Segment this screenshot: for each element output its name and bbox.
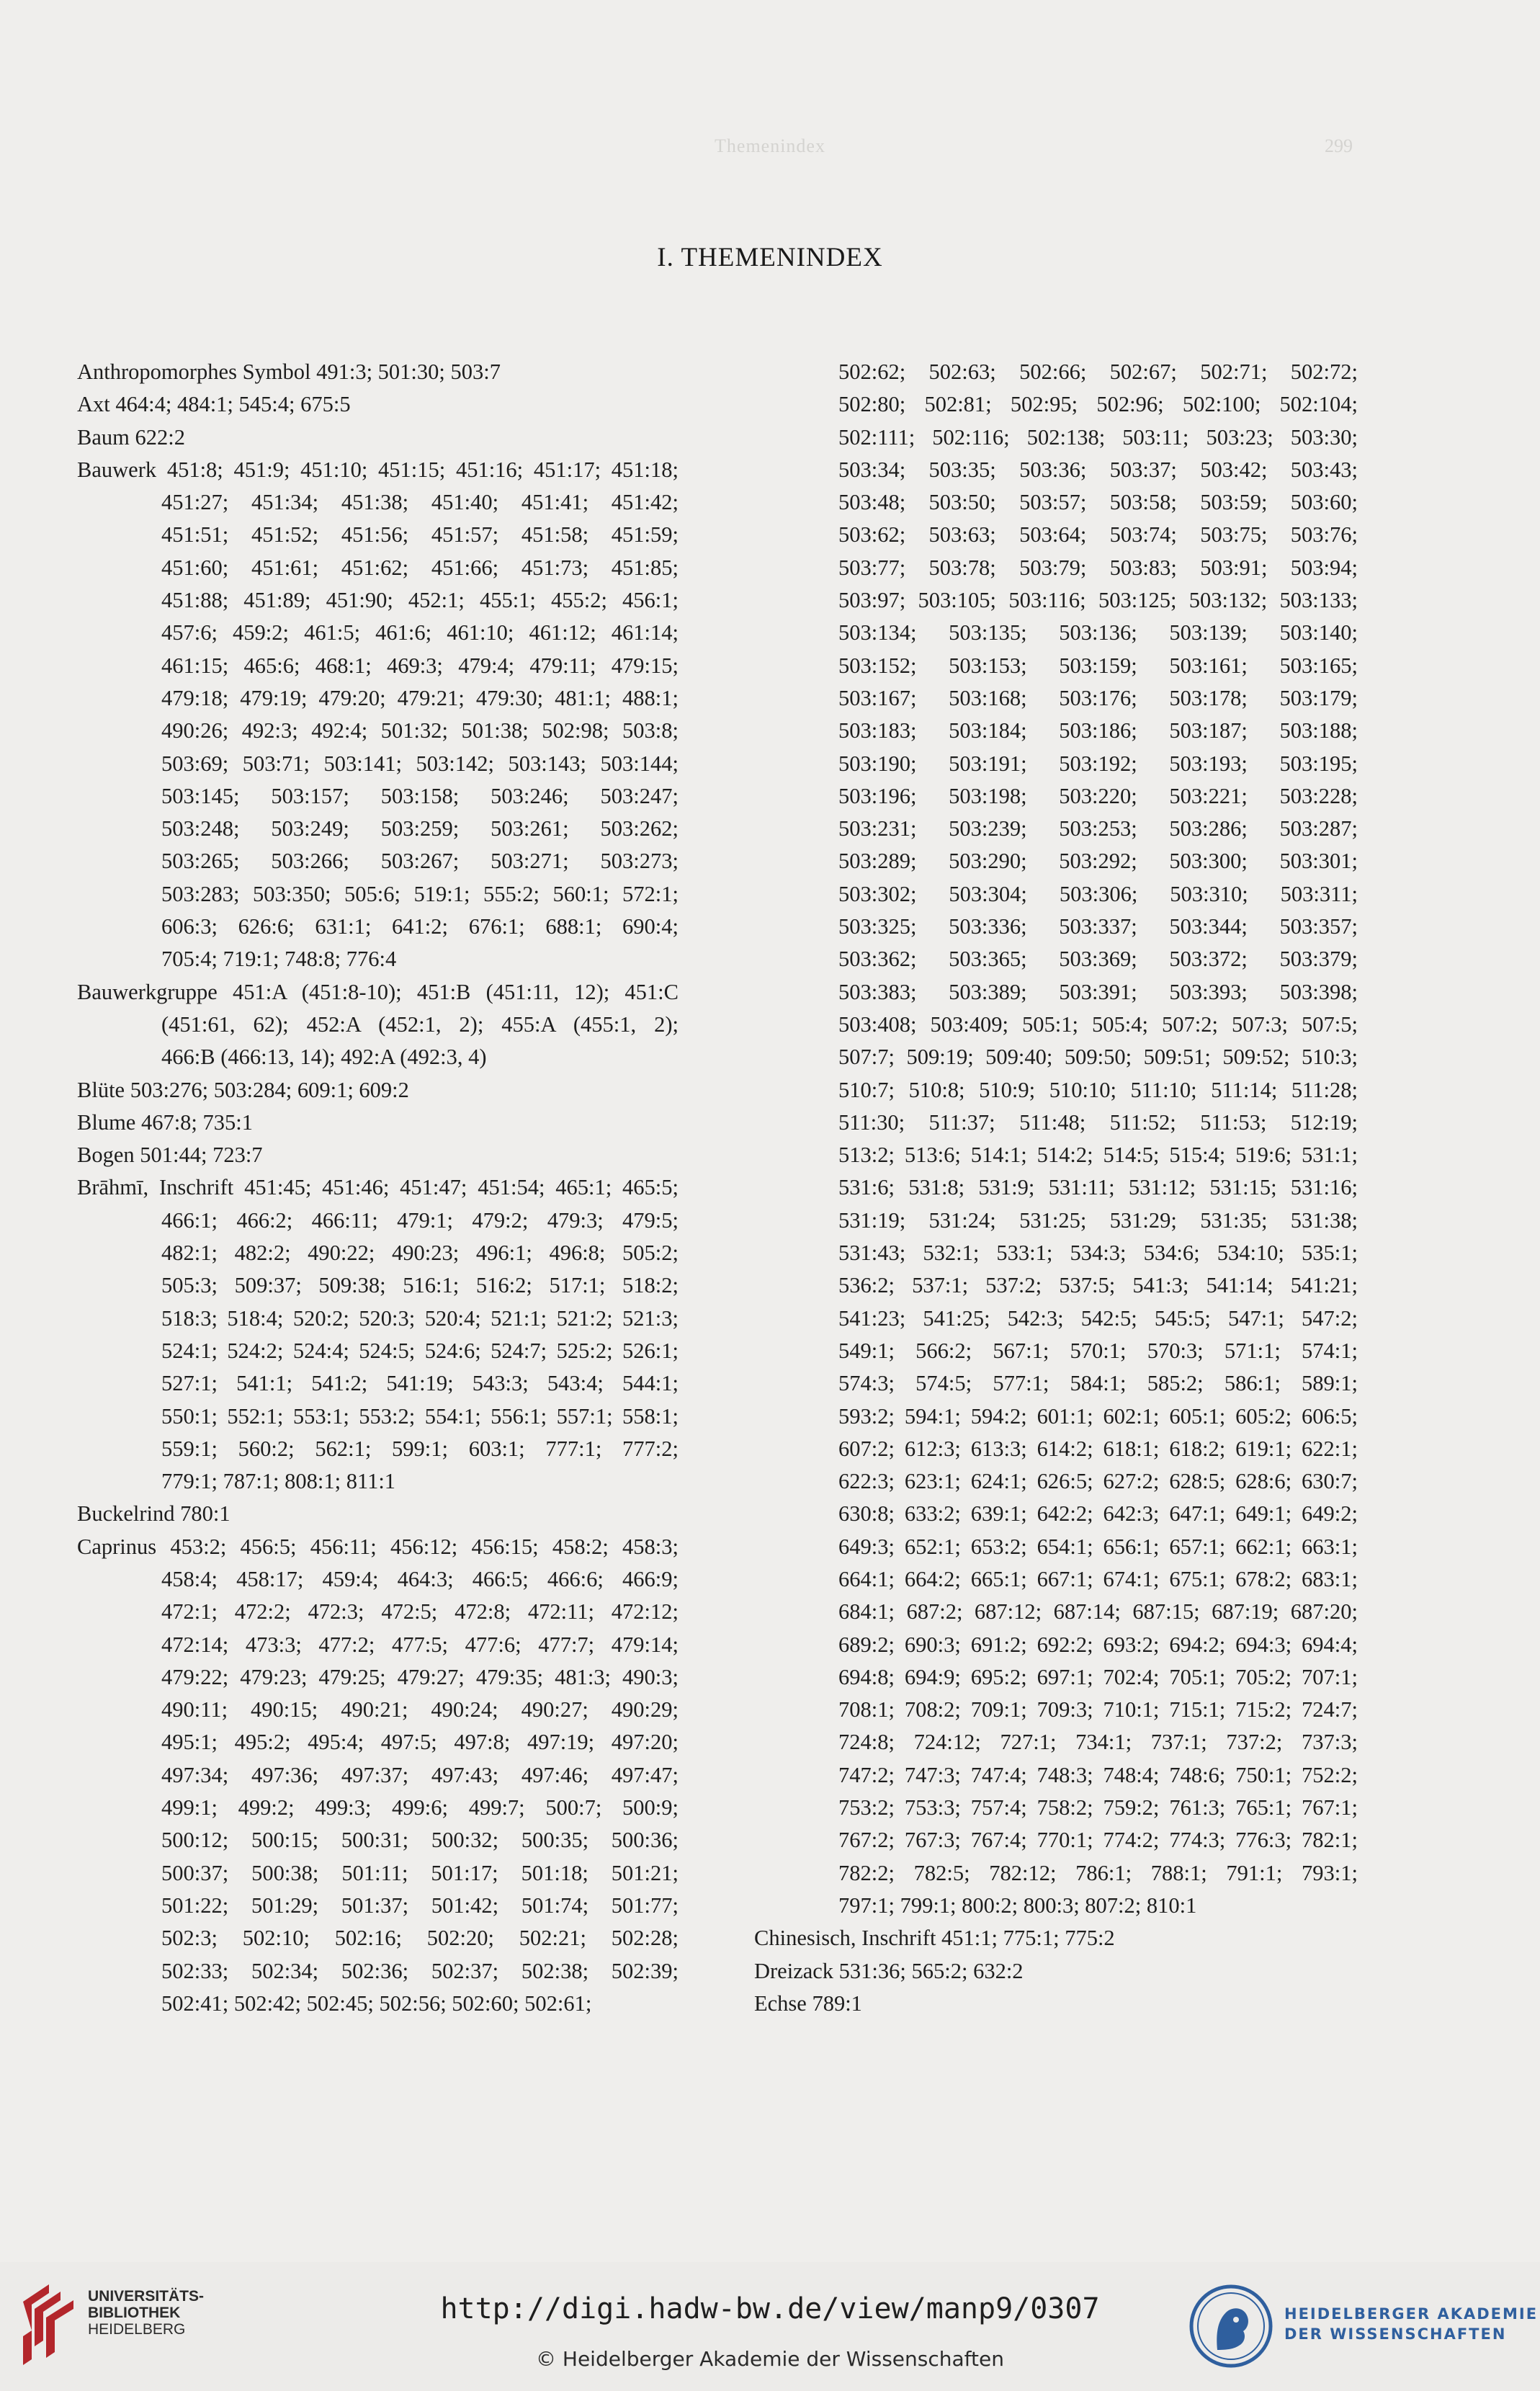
index-entry: Dreizack 531:36; 565:2; 632:2 <box>754 1958 1024 1983</box>
index-entry-continuation: 649:3; 652:1; 653:2; 654:1; 656:1; 657:1; 662:1; 663:1; <box>838 1534 1358 1559</box>
index-entry-continuation: 503:167; 503:168; 503:176; 503:178; 503:179; <box>838 685 1358 710</box>
index-entry-continuation: 503:62; 503:63; 503:64; 503:74; 503:75; 503:76; <box>838 522 1358 548</box>
index-entry-continuation: 503:231; 503:239; 503:253; 503:286; 503:287; <box>838 816 1358 841</box>
index-entry-continuation: 527:1; 541:1; 541:2; 541:19; 543:3; 543:4; 544:1; <box>161 1371 679 1396</box>
index-entry: Echse 789:1 <box>754 1990 862 2016</box>
academy-name <box>1284 2304 1538 2344</box>
index-entry-continuation: 461:15; 465:6; 468:1; 469:3; 479:4; 479:11; 479:15; <box>161 653 679 678</box>
index-entry-continuation: 797:1; 799:1; 800:2; 800:3; 807:2; 810:1 <box>838 1892 1197 1918</box>
index-entry-continuation: 550:1; 552:1; 553:1; 553:2; 554:1; 556:1; 557:1; 558:1; <box>161 1403 679 1429</box>
index-entry-continuation: 451:88; 451:89; 451:90; 452:1; 455:1; 455:2; 456:1; <box>161 588 679 613</box>
index-entry: Bogen 501:44; 723:7 <box>77 1143 263 1168</box>
index-entry-continuation: 458:4; 458:17; 459:4; 464:3; 466:5; 466:6; 466:9; <box>161 1566 679 1591</box>
index-entry-continuation: 472:14; 473:3; 477:2; 477:5; 477:6; 477:7; 479:14; <box>161 1632 679 1657</box>
index-entry-continuation: 503:248; 503:249; 503:259; 503:261; 503:262; <box>161 816 679 841</box>
index-entry-continuation: 782:2; 782:5; 782:12; 786:1; 788:1; 791:1; 793:1; <box>838 1860 1358 1885</box>
index-entry-continuation: 503:69; 503:71; 503:141; 503:142; 503:143; 503:144; <box>161 751 679 776</box>
index-entry-continuation: 503:190; 503:191; 503:192; 503:193; 503:195; <box>838 751 1358 776</box>
index-entry: Blume 467:8; 735:1 <box>77 1109 253 1135</box>
index-entry-continuation: 531:43; 532:1; 533:1; 534:3; 534:6; 534:10; 535:1; <box>838 1241 1358 1266</box>
index-entry-continuation: 511:30; 511:37; 511:48; 511:52; 511:53; 512:19; <box>838 1109 1358 1135</box>
index-entry-continuation: 518:3; 518:4; 520:2; 520:3; 520:4; 521:1; 521:2; 521:3; <box>161 1305 679 1331</box>
library-name-line-3: HEIDELBERG <box>88 2321 186 2338</box>
index-column-left <box>77 356 679 2020</box>
index-entry-continuation: 541:23; 541:25; 542:3; 542:5; 545:5; 547:1; 547:2; <box>838 1305 1358 1331</box>
index-entry-continuation: 549:1; 566:2; 567:1; 570:1; 570:3; 571:1; 574:1; <box>838 1338 1358 1363</box>
index-entry-continuation: 503:77; 503:78; 503:79; 503:83; 503:91; 503:94; <box>838 555 1358 580</box>
index-entry-continuation: 607:2; 612:3; 613:3; 614:2; 618:1; 618:2; 619:1; 622:1; <box>838 1436 1358 1461</box>
page-number: 299 <box>1325 135 1353 156</box>
index-entry-continuation: 747:2; 747:3; 747:4; 748:3; 748:4; 748:6; 750:1; 752:2; <box>838 1762 1358 1787</box>
index-entry: Anthropomorphes Symbol 491:3; 501:30; 503:7 <box>77 359 501 384</box>
index-entry: Brāhmī, Inschrift 451:45; 451:46; 451:47; 451:54; 465:1; 465:5; <box>77 1175 679 1200</box>
index-entry-continuation: 503:283; 503:350; 505:6; 519:1; 555:2; 560:1; 572:1; <box>161 881 679 906</box>
academy-name-line-2: DER WISSENSCHAFTEN <box>1284 2325 1507 2343</box>
index-entry-continuation: 531:19; 531:24; 531:25; 531:29; 531:35; 531:38; <box>838 1207 1358 1233</box>
index-entry-continuation: 502:41; 502:42; 502:45; 502:56; 502:60; 502:61; <box>161 1990 592 2016</box>
index-entry-continuation: 503:383; 503:389; 503:391; 503:393; 503:398; <box>838 979 1358 1004</box>
index-entry-continuation: 466:B (466:13, 14); 492:A (492:3, 4) <box>161 1045 487 1070</box>
index-entry: Blüte 503:276; 503:284; 609:1; 609:2 <box>77 1077 409 1102</box>
index-entry: Baum 622:2 <box>77 424 185 450</box>
index-entry-continuation: 753:2; 753:3; 757:4; 758:2; 759:2; 761:3; 765:1; 767:1; <box>838 1795 1358 1820</box>
index-entry-continuation: 503:48; 503:50; 503:57; 503:58; 503:59; 503:60; <box>838 490 1358 515</box>
index-entry-continuation: 503:34; 503:35; 503:36; 503:37; 503:42; 503:43; <box>838 457 1358 482</box>
index-entry-continuation: 536:2; 537:1; 537:2; 537:5; 541:3; 541:14; 541:21; <box>838 1273 1358 1298</box>
index-entry-continuation: 531:6; 531:8; 531:9; 531:11; 531:12; 531:15; 531:16; <box>838 1175 1358 1200</box>
library-name-line-1: UNIVERSITÄTS- <box>88 2288 205 2305</box>
footer-bar <box>0 2262 1540 2391</box>
index-entry-continuation: 472:1; 472:2; 472:3; 472:5; 472:8; 472:11; 472:12; <box>161 1599 679 1624</box>
index-entry-continuation: 500:37; 500:38; 501:11; 501:17; 501:18; 501:21; <box>161 1860 679 1885</box>
index-entry-continuation: 559:1; 560:2; 562:1; 599:1; 603:1; 777:1; 777:2; <box>161 1436 679 1461</box>
index-entry: Axt 464:4; 484:1; 545:4; 675:5 <box>77 392 351 417</box>
index-entry-continuation: 479:18; 479:19; 479:20; 479:21; 479:30; 481:1; 488:1; <box>161 685 679 710</box>
index-entry-continuation: 499:1; 499:2; 499:3; 499:6; 499:7; 500:7; 500:9; <box>161 1795 679 1820</box>
index-entry-continuation: 724:8; 724:12; 727:1; 734:1; 737:1; 737:2; 737:3; <box>838 1730 1358 1755</box>
index-entry-continuation: 505:3; 509:37; 509:38; 516:1; 516:2; 517:1; 518:2; <box>161 1273 679 1298</box>
index-entry-continuation: 593:2; 594:1; 594:2; 601:1; 602:1; 605:1; 605:2; 606:5; <box>838 1403 1358 1429</box>
index-entry-continuation: 694:8; 694:9; 695:2; 697:1; 702:4; 705:1; 705:2; 707:1; <box>838 1664 1358 1689</box>
index-entry-continuation: 705:4; 719:1; 748:8; 776:4 <box>161 947 397 972</box>
index-entry: Bauwerkgruppe 451:A (451:8-10); 451:B (451:11, 12); 451:C <box>77 979 679 1004</box>
index-entry-continuation: 466:1; 466:2; 466:11; 479:1; 479:2; 479:3; 479:5; <box>161 1207 679 1233</box>
index-entry-continuation: 779:1; 787:1; 808:1; 811:1 <box>161 1469 396 1494</box>
index-entry-continuation: 503:152; 503:153; 503:159; 503:161; 503:165; <box>838 653 1358 678</box>
index-entry-continuation: 503:325; 503:336; 503:337; 503:344; 503:357; <box>838 914 1358 939</box>
index-entry-continuation: 510:7; 510:8; 510:9; 510:10; 511:10; 511:14; 511:28; <box>838 1077 1358 1102</box>
index-entry-continuation: 482:1; 482:2; 490:22; 490:23; 496:1; 496:8; 505:2; <box>161 1241 679 1266</box>
index-entry-continuation: 490:26; 492:3; 492:4; 501:32; 501:38; 502:98; 503:8; <box>161 718 679 743</box>
page-title: I. THEMENINDEX <box>657 243 883 272</box>
index-entry-continuation: 495:1; 495:2; 495:4; 497:5; 497:8; 497:19; 497:20; <box>161 1730 679 1755</box>
index-column-right <box>754 356 1358 2020</box>
index-entry-continuation: 503:408; 503:409; 505:1; 505:4; 507:2; 507:3; 507:5; <box>838 1011 1358 1037</box>
index-entry-continuation: 502:80; 502:81; 502:95; 502:96; 502:100; 502:104; <box>838 392 1358 417</box>
index-entry-continuation: 630:8; 633:2; 639:1; 642:2; 642:3; 647:1; 649:1; 649:2; <box>838 1501 1358 1527</box>
index-entry: Caprinus 453:2; 456:5; 456:11; 456:12; 456:15; 458:2; 458:3; <box>77 1534 679 1559</box>
index-entry: Bauwerk 451:8; 451:9; 451:10; 451:15; 451:16; 451:17; 451:18; <box>77 457 679 482</box>
index-entry-continuation: 513:2; 513:6; 514:1; 514:2; 514:5; 515:4; 519:6; 531:1; <box>838 1143 1358 1168</box>
index-entry-continuation: 490:11; 490:15; 490:21; 490:24; 490:27; 490:29; <box>161 1697 679 1722</box>
index-entry-continuation: 502:111; 502:116; 502:138; 503:11; 503:23; 503:30; <box>838 424 1358 450</box>
index-entry-continuation: 507:7; 509:19; 509:40; 509:50; 509:51; 509:52; 510:3; <box>838 1045 1358 1070</box>
index-entry-continuation: 622:3; 623:1; 624:1; 626:5; 627:2; 628:5; 628:6; 630:7; <box>838 1469 1358 1494</box>
index-entry-continuation: 684:1; 687:2; 687:12; 687:14; 687:15; 687:19; 687:20; <box>838 1599 1358 1624</box>
index-entry-continuation: 524:1; 524:2; 524:4; 524:5; 524:6; 524:7; 525:2; 526:1; <box>161 1338 679 1363</box>
permalink-url[interactable]: http://digi.hadw-bw.de/view/manp9/0307 <box>440 2292 1100 2325</box>
index-entry: Chinesisch, Inschrift 451:1; 775:1; 775:2 <box>754 1926 1115 1951</box>
index-entry-continuation: 767:2; 767:3; 767:4; 770:1; 774:2; 774:3; 776:3; 782:1; <box>838 1828 1358 1853</box>
library-name-line-2: BIBLIOTHEK <box>88 2305 181 2321</box>
index-entry-continuation: 664:1; 664:2; 665:1; 667:1; 674:1; 675:1; 678:2; 683:1; <box>838 1566 1358 1591</box>
index-entry-continuation: 689:2; 690:3; 691:2; 692:2; 693:2; 694:2; 694:3; 694:4; <box>838 1632 1358 1657</box>
index-entry-continuation: 451:51; 451:52; 451:56; 451:57; 451:58; 451:59; <box>161 522 679 548</box>
index-entry-continuation: 503:97; 503:105; 503:116; 503:125; 503:132; 503:133; <box>838 588 1358 613</box>
index-entry-continuation: 497:34; 497:36; 497:37; 497:43; 497:46; 497:47; <box>161 1762 679 1787</box>
index-entry-continuation: 451:27; 451:34; 451:38; 451:40; 451:41; 451:42; <box>161 490 679 515</box>
index-entry-continuation: 503:134; 503:135; 503:136; 503:139; 503:140; <box>838 620 1358 645</box>
index-entry-continuation: 503:362; 503:365; 503:369; 503:372; 503:379; <box>838 947 1358 972</box>
index-entry-continuation: 457:6; 459:2; 461:5; 461:6; 461:10; 461:12; 461:14; <box>161 620 679 645</box>
index-entry-continuation: 503:183; 503:184; 503:186; 503:187; 503:188; <box>838 718 1358 743</box>
index-entry-continuation: 502:3; 502:10; 502:16; 502:20; 502:21; 502:28; <box>161 1926 679 1951</box>
index-entry-continuation: (451:61, 62); 452:A (452:1, 2); 455:A (455:1, 2); <box>161 1011 679 1037</box>
index-entry-continuation: 502:33; 502:34; 502:36; 502:37; 502:38; 502:39; <box>161 1958 679 1983</box>
copyright-notice: © Heidelberger Akademie der Wissenschaften <box>535 2347 1004 2371</box>
index-entry-continuation: 451:60; 451:61; 451:62; 451:66; 451:73; 451:85; <box>161 555 679 580</box>
running-header: Themenindex <box>715 135 825 156</box>
index-entry-continuation: 503:289; 503:290; 503:292; 503:300; 503:301; <box>838 849 1358 874</box>
index-entry-continuation: 574:3; 574:5; 577:1; 584:1; 585:2; 586:1; 589:1; <box>838 1371 1358 1396</box>
index-entry-continuation: 479:22; 479:23; 479:25; 479:27; 479:35; 481:3; 490:3; <box>161 1664 679 1689</box>
index-entry-continuation: 501:22; 501:29; 501:37; 501:42; 501:74; 501:77; <box>161 1892 679 1918</box>
index-entry-continuation: 503:145; 503:157; 503:158; 503:246; 503:247; <box>161 783 679 808</box>
index-entry-continuation: 503:302; 503:304; 503:306; 503:310; 503:311; <box>838 881 1358 906</box>
index-entry-continuation: 503:265; 503:266; 503:267; 503:271; 503:273; <box>161 849 679 874</box>
index-entry-continuation: 500:12; 500:15; 500:31; 500:32; 500:35; 500:36; <box>161 1828 679 1853</box>
index-entry-continuation: 503:196; 503:198; 503:220; 503:221; 503:228; <box>838 783 1358 808</box>
index-entry-continuation: 502:62; 502:63; 502:66; 502:67; 502:71; 502:72; <box>838 359 1358 384</box>
index-entry: Buckelrind 780:1 <box>77 1501 230 1527</box>
academy-seal-icon <box>1188 2284 1273 2369</box>
index-entry-continuation: 708:1; 708:2; 709:1; 709:3; 710:1; 715:1; 715:2; 724:7; <box>838 1697 1358 1722</box>
index-entry-continuation: 606:3; 626:6; 631:1; 641:2; 676:1; 688:1; 690:4; <box>161 914 679 939</box>
academy-name-line-1: HEIDELBERGER AKADEMIE <box>1284 2305 1539 2323</box>
